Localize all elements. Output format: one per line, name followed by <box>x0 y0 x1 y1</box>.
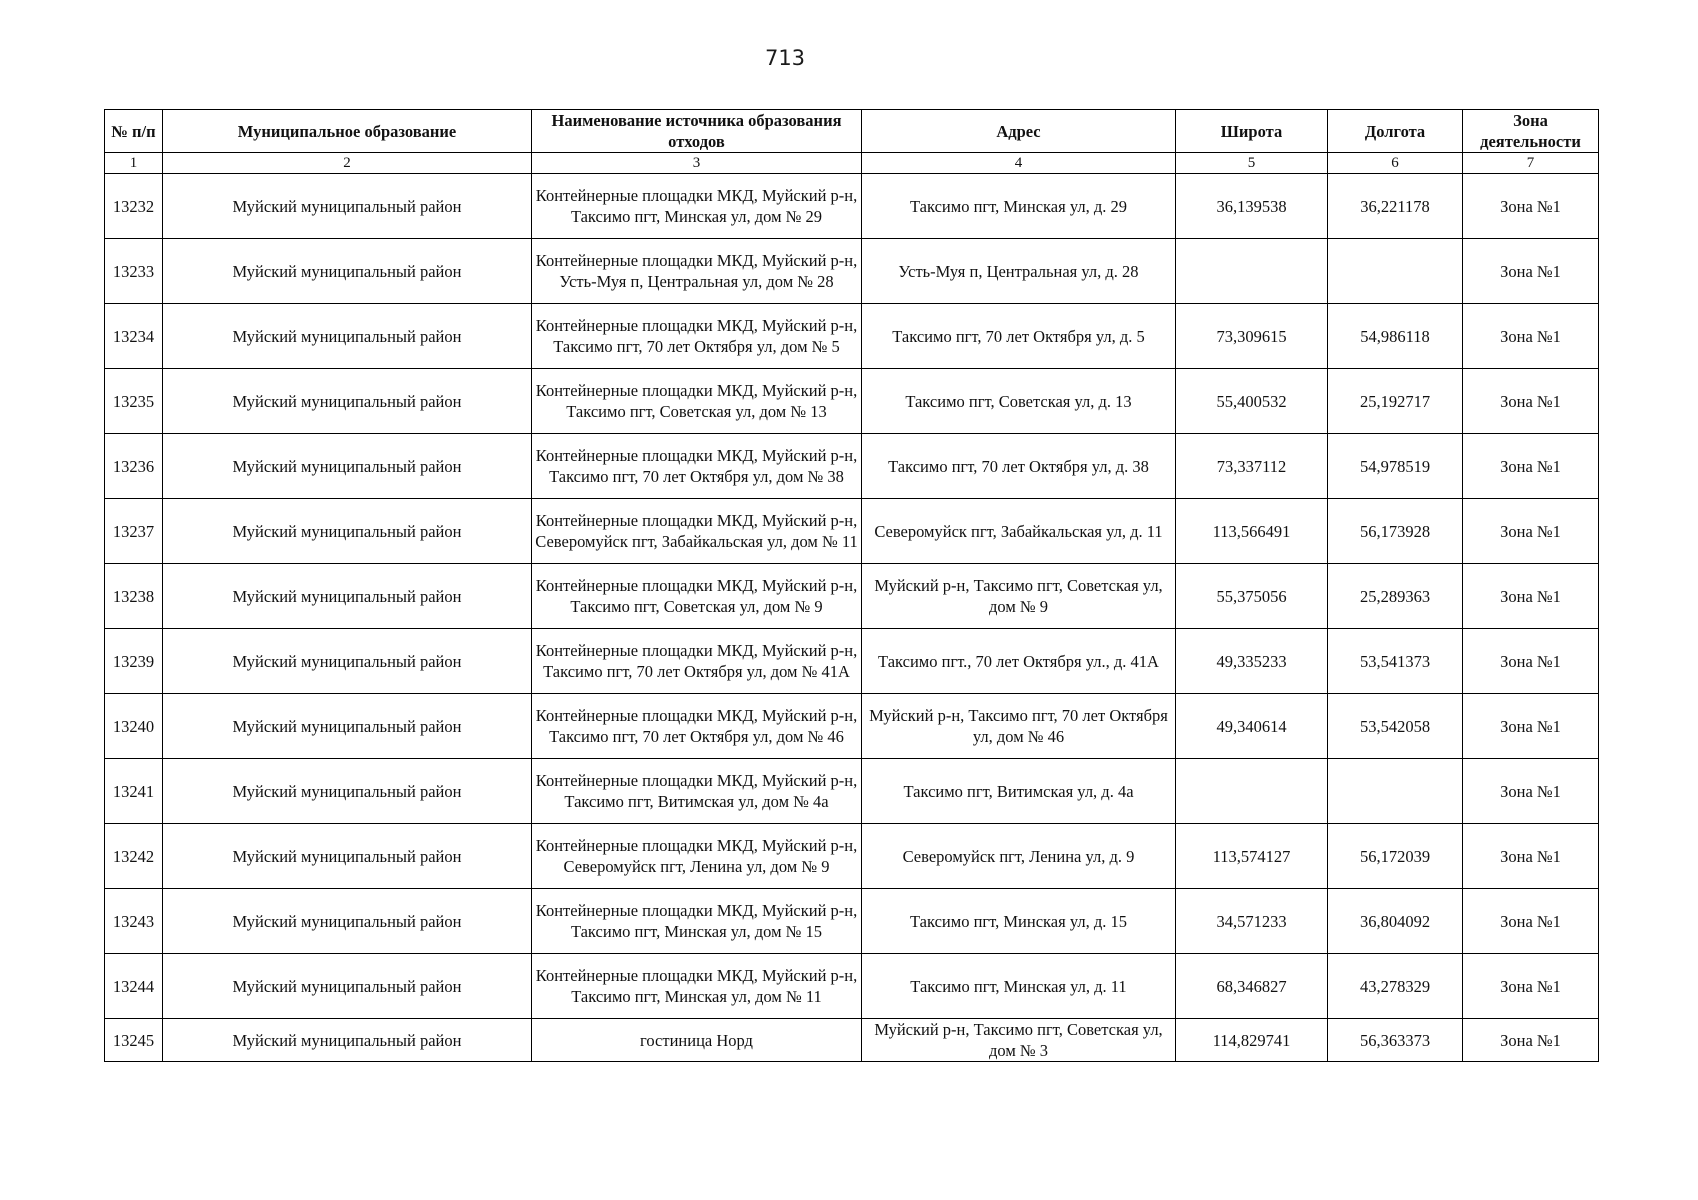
cell-municipality: Муйский муниципальный район <box>163 564 532 629</box>
header-latitude: Широта <box>1176 110 1328 153</box>
cell-row-number: 13245 <box>105 1019 163 1062</box>
table-row <box>105 694 1599 759</box>
cell-zone: Зона №1 <box>1463 564 1599 629</box>
cell-source-name: Контейнерные площадки МКД, Муйский р-н, Таксимо пгт, Минская ул, дом № 11 <box>532 954 862 1019</box>
cell-row-number: 13238 <box>105 564 163 629</box>
cell-latitude: 73,337112 <box>1176 434 1328 499</box>
table-row <box>105 1019 1599 1062</box>
column-number: 7 <box>1463 153 1599 174</box>
cell-latitude: 55,375056 <box>1176 564 1328 629</box>
header-municipality: Муниципальное образование <box>163 110 532 153</box>
cell-municipality: Муйский муниципальный район <box>163 694 532 759</box>
cell-longitude <box>1328 239 1463 304</box>
table-row <box>105 824 1599 889</box>
cell-row-number: 13236 <box>105 434 163 499</box>
cell-source-name: Контейнерные площадки МКД, Муйский р-н, Таксимо пгт, Витимская ул, дом № 4а <box>532 759 862 824</box>
cell-latitude: 49,335233 <box>1176 629 1328 694</box>
cell-longitude: 56,172039 <box>1328 824 1463 889</box>
column-number: 1 <box>105 153 163 174</box>
cell-row-number: 13239 <box>105 629 163 694</box>
table-row <box>105 499 1599 564</box>
cell-address: Таксимо пгт., 70 лет Октября ул., д. 41А <box>862 629 1176 694</box>
cell-address: Северомуйск пгт, Ленина ул, д. 9 <box>862 824 1176 889</box>
waste-sources-table <box>104 109 1599 1062</box>
cell-address: Таксимо пгт, 70 лет Октября ул, д. 5 <box>862 304 1176 369</box>
column-numbering-row <box>105 153 1599 174</box>
column-number: 3 <box>532 153 862 174</box>
cell-zone: Зона №1 <box>1463 304 1599 369</box>
cell-source-name: Контейнерные площадки МКД, Муйский р-н, Таксимо пгт, 70 лет Октября ул, дом № 5 <box>532 304 862 369</box>
cell-longitude: 56,363373 <box>1328 1019 1463 1062</box>
cell-source-name: Контейнерные площадки МКД, Муйский р-н, Таксимо пгт, Минская ул, дом № 15 <box>532 889 862 954</box>
table-row <box>105 564 1599 629</box>
table-row <box>105 629 1599 694</box>
column-number: 2 <box>163 153 532 174</box>
cell-zone: Зона №1 <box>1463 824 1599 889</box>
cell-address: Таксимо пгт, Витимская ул, д. 4а <box>862 759 1176 824</box>
cell-address: Таксимо пгт, 70 лет Октября ул, д. 38 <box>862 434 1176 499</box>
cell-source-name: Контейнерные площадки МКД, Муйский р-н, Таксимо пгт, Советская ул, дом № 13 <box>532 369 862 434</box>
cell-longitude: 36,804092 <box>1328 889 1463 954</box>
cell-zone: Зона №1 <box>1463 369 1599 434</box>
cell-zone: Зона №1 <box>1463 954 1599 1019</box>
header-source-name: Наименование источника образования отходов <box>532 110 862 153</box>
cell-longitude: 43,278329 <box>1328 954 1463 1019</box>
cell-row-number: 13241 <box>105 759 163 824</box>
header-address: Адрес <box>862 110 1176 153</box>
cell-latitude: 114,829741 <box>1176 1019 1328 1062</box>
cell-zone: Зона №1 <box>1463 889 1599 954</box>
table-row <box>105 239 1599 304</box>
cell-zone: Зона №1 <box>1463 174 1599 239</box>
cell-source-name: Контейнерные площадки МКД, Муйский р-н, Таксимо пгт, Советская ул, дом № 9 <box>532 564 862 629</box>
header-zone: Зона деятельности <box>1463 110 1599 153</box>
cell-latitude: 55,400532 <box>1176 369 1328 434</box>
cell-latitude: 49,340614 <box>1176 694 1328 759</box>
cell-municipality: Муйский муниципальный район <box>163 629 532 694</box>
header-longitude: Долгота <box>1328 110 1463 153</box>
cell-address: Усть-Муя п, Центральная ул, д. 28 <box>862 239 1176 304</box>
cell-address: Таксимо пгт, Советская ул, д. 13 <box>862 369 1176 434</box>
table-row <box>105 759 1599 824</box>
table-row <box>105 174 1599 239</box>
cell-zone: Зона №1 <box>1463 499 1599 564</box>
cell-row-number: 13243 <box>105 889 163 954</box>
cell-longitude: 53,541373 <box>1328 629 1463 694</box>
cell-source-name: Контейнерные площадки МКД, Муйский р-н, Таксимо пгт, 70 лет Октября ул, дом № 46 <box>532 694 862 759</box>
column-number: 5 <box>1176 153 1328 174</box>
cell-longitude <box>1328 759 1463 824</box>
cell-address: Таксимо пгт, Минская ул, д. 11 <box>862 954 1176 1019</box>
table-body <box>105 174 1599 1062</box>
cell-source-name: Контейнерные площадки МКД, Муйский р-н, Северомуйск пгт, Забайкальская ул, дом № 11 <box>532 499 862 564</box>
cell-zone: Зона №1 <box>1463 759 1599 824</box>
table-header-row <box>105 110 1599 153</box>
cell-latitude: 73,309615 <box>1176 304 1328 369</box>
cell-source-name: Контейнерные площадки МКД, Муйский р-н, Северомуйск пгт, Ленина ул, дом № 9 <box>532 824 862 889</box>
cell-latitude: 113,566491 <box>1176 499 1328 564</box>
cell-source-name: Контейнерные площадки МКД, Муйский р-н, Таксимо пгт, 70 лет Октября ул, дом № 41А <box>532 629 862 694</box>
cell-municipality: Муйский муниципальный район <box>163 889 532 954</box>
table-row <box>105 889 1599 954</box>
page-number: 713 <box>764 46 806 70</box>
cell-municipality: Муйский муниципальный район <box>163 239 532 304</box>
cell-latitude <box>1176 239 1328 304</box>
cell-longitude: 54,978519 <box>1328 434 1463 499</box>
column-number: 6 <box>1328 153 1463 174</box>
cell-zone: Зона №1 <box>1463 1019 1599 1062</box>
cell-longitude: 54,986118 <box>1328 304 1463 369</box>
cell-row-number: 13232 <box>105 174 163 239</box>
cell-municipality: Муйский муниципальный район <box>163 304 532 369</box>
cell-latitude <box>1176 759 1328 824</box>
table-row <box>105 434 1599 499</box>
cell-zone: Зона №1 <box>1463 434 1599 499</box>
cell-longitude: 36,221178 <box>1328 174 1463 239</box>
cell-address: Северомуйск пгт, Забайкальская ул, д. 11 <box>862 499 1176 564</box>
cell-zone: Зона №1 <box>1463 694 1599 759</box>
cell-address: Муйский р-н, Таксимо пгт, 70 лет Октября ул, дом № 46 <box>862 694 1176 759</box>
cell-row-number: 13237 <box>105 499 163 564</box>
cell-municipality: Муйский муниципальный район <box>163 174 532 239</box>
cell-source-name: Контейнерные площадки МКД, Муйский р-н, Таксимо пгт, 70 лет Октября ул, дом № 38 <box>532 434 862 499</box>
header-row-number: № п/п <box>105 110 163 153</box>
cell-row-number: 13240 <box>105 694 163 759</box>
cell-source-name: гостиница Норд <box>532 1019 862 1062</box>
cell-municipality: Муйский муниципальный район <box>163 369 532 434</box>
cell-row-number: 13233 <box>105 239 163 304</box>
cell-zone: Зона №1 <box>1463 239 1599 304</box>
cell-zone: Зона №1 <box>1463 629 1599 694</box>
cell-source-name: Контейнерные площадки МКД, Муйский р-н, Таксимо пгт, Минская ул, дом № 29 <box>532 174 862 239</box>
cell-address: Таксимо пгт, Минская ул, д. 29 <box>862 174 1176 239</box>
cell-address: Муйский р-н, Таксимо пгт, Советская ул, дом № 9 <box>862 564 1176 629</box>
cell-longitude: 25,192717 <box>1328 369 1463 434</box>
column-number: 4 <box>862 153 1176 174</box>
cell-source-name: Контейнерные площадки МКД, Муйский р-н, Усть-Муя п, Центральная ул, дом № 28 <box>532 239 862 304</box>
cell-latitude: 36,139538 <box>1176 174 1328 239</box>
cell-row-number: 13235 <box>105 369 163 434</box>
cell-latitude: 113,574127 <box>1176 824 1328 889</box>
cell-municipality: Муйский муниципальный район <box>163 499 532 564</box>
cell-municipality: Муйский муниципальный район <box>163 954 532 1019</box>
cell-row-number: 13234 <box>105 304 163 369</box>
cell-longitude: 56,173928 <box>1328 499 1463 564</box>
cell-municipality: Муйский муниципальный район <box>163 759 532 824</box>
cell-latitude: 34,571233 <box>1176 889 1328 954</box>
cell-latitude: 68,346827 <box>1176 954 1328 1019</box>
table-row <box>105 954 1599 1019</box>
cell-address: Таксимо пгт, Минская ул, д. 15 <box>862 889 1176 954</box>
table-row <box>105 304 1599 369</box>
cell-row-number: 13244 <box>105 954 163 1019</box>
cell-municipality: Муйский муниципальный район <box>163 434 532 499</box>
cell-municipality: Муйский муниципальный район <box>163 824 532 889</box>
table-row <box>105 369 1599 434</box>
cell-address: Муйский р-н, Таксимо пгт, Советская ул, дом № 3 <box>862 1019 1176 1062</box>
cell-municipality: Муйский муниципальный район <box>163 1019 532 1062</box>
cell-longitude: 53,542058 <box>1328 694 1463 759</box>
cell-row-number: 13242 <box>105 824 163 889</box>
cell-longitude: 25,289363 <box>1328 564 1463 629</box>
